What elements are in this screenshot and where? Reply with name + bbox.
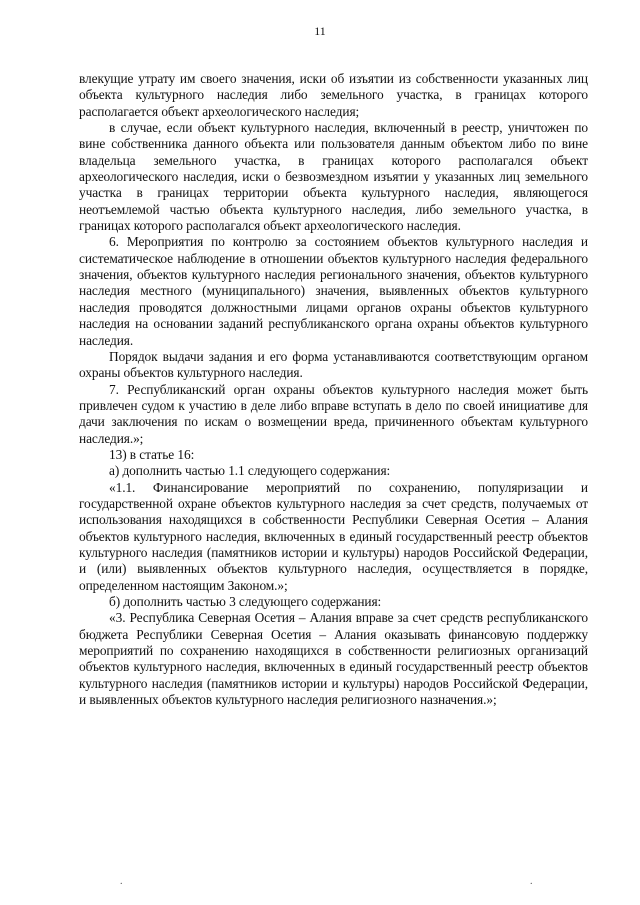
paragraph: «1.1. Финансирование мероприятий по сохранению, популяризации и государственной охране объектов культурного наследия за счет средств, получаемых от использования находящихся в собственности Республики Северная Осетия – Алания объектов культурного наследия, включенных в единый государственный реестр объектов культурного наследия (памятников истории и культуры) народов Российской Федерации, и (или) выявленных объектов культурного наследия, осуществляется в порядке, определенном настоящим Законом.»;: [79, 479, 588, 593]
paragraph: влекущие утрату им своего значения, иски об изъятии из собственности указанных лиц объекта культурного наследия либо земельного участка, в границах которого располагается объект археологического наследия;: [79, 71, 588, 119]
page-number: 11: [314, 24, 326, 38]
paragraph: в случае, если объект культурного наследия, включенный в реестр, уничтожен по вине собственника данного объекта или пользователя данным объектом либо по вине владельца земельного участка, в границах которого располагался объект археологического наследия, иски о безвозмездном изъятии у указанных лиц земельного участка в границах территории объекта культурного наследия, являющегося неотъемлемой частью объекта культурного наследия, либо земельного участка, в границах которого располагался объект археологического наследия.: [79, 120, 588, 234]
paragraph: б) дополнить частью 3 следующего содержания:: [109, 594, 382, 609]
paragraph: 7. Республиканский орган охраны объектов культурного наследия может быть привлечен судом к участию в деле либо вправе вступать в дело по своей инициативе для дачи заключения по искам о возмещении вреда, причиненного объектам культурного наследия.»;: [79, 381, 588, 446]
paragraph: Порядок выдачи задания и его форма устанавливаются соответствующим органом охраны объектов культурного наследия.: [79, 348, 588, 381]
paragraph: а) дополнить частью 1.1 следующего содержания:: [109, 463, 391, 479]
footer-mark: .: [120, 876, 123, 887]
paragraph: 13) в статье 16:: [109, 446, 195, 462]
paragraph: 6. Мероприятия по контролю за состоянием объектов культурного наследия и систематическое наблюдение в отношении объектов культурного наследия федерального значения, объектов культурного наследия регионального значения, объектов культурного наследия местного (муниципального) значения, выявленных объектов культурного наследия проводятся должностными лицами органов охраны объектов культурного наследия на основании заданий республиканского органа охраны объектов культурного наследия.: [79, 234, 588, 348]
document-body: [79, 71, 588, 708]
paragraph: «3. Республика Северная Осетия – Алания вправе за счет средств республиканского бюджета Республики Северная Осетия – Алания оказывать финансовую поддержку мероприятий по сохранению находящихся в собственности религиозных организаций объектов культурного наследия, включенных в единый государственный реестр объектов культурного наследия (памятников истории и культуры) народов Российской Федерации, и выявленных объектов культурного наследия религиозного назначения.»;: [79, 610, 588, 708]
footer-mark: .: [530, 876, 533, 887]
